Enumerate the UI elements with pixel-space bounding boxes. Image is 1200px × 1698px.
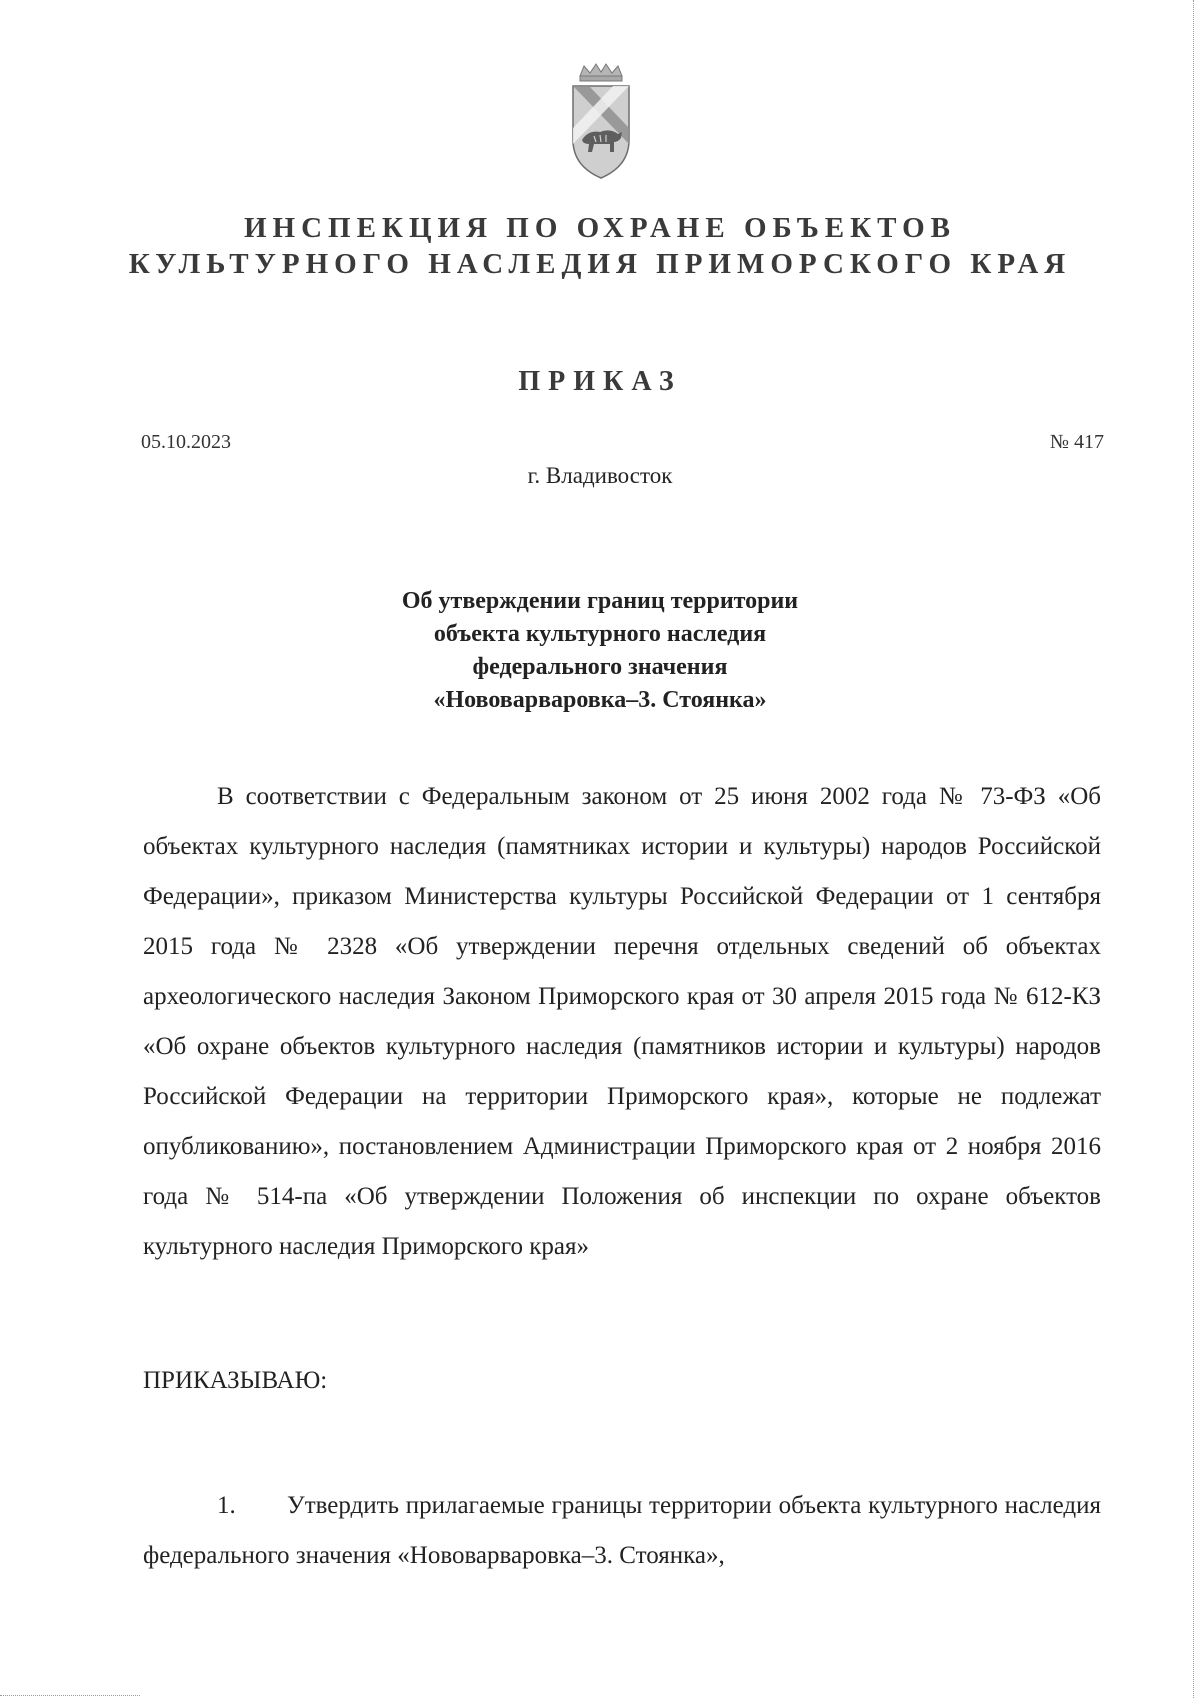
item-text: Утвердить прилагаемые границы территории объекта культурного наследия федерального значения «Нововарваровка–3. Стоянка», (143, 1492, 1101, 1569)
document-title (0, 585, 1200, 717)
item-number: 1. (217, 1492, 236, 1519)
coat-of-arms-emblem (568, 62, 634, 182)
preamble-paragraph: В соответствии с Федеральным законом от 25 июня 2002 года № 73-ФЗ «Об объектах культурного наследия (памятниках истории и культуры) народов Российской Федерации», приказом Министерства культуры Российской Федерации от 1 сентября 2015 года № 2328 «Об утверждении перечня отдельных сведений об объектах археологического наследия Законом Приморского края от 30 апреля 2015 года № 612-КЗ «Об охране объектов культурного наследия (памятников истории и культуры) народов Российской Федерации на территории Приморского края», которые не подлежат опубликованию», постановлением Администрации Приморского края от 2 ноября 2016 года № 514-па «Об утверждении Положения об инспекции по охране объектов культурного наследия Приморского края» (143, 783, 1101, 1260)
title-line: объекта культурного наследия (433, 621, 767, 647)
document-city: г. Владивосток (527, 463, 673, 488)
title-line: Об утверждении границ территории (401, 588, 799, 614)
scan-edge-artifact (0, 1695, 140, 1696)
document-number: № 417 (1049, 431, 1104, 453)
agency-name-line1: ИНСПЕКЦИЯ ПО ОХРАНЕ ОБЪЕКТОВ (243, 212, 957, 244)
title-line: федерального значения (472, 654, 728, 680)
title-line: «Нововарваровка–3. Стоянка» (433, 687, 767, 713)
document-type: ПРИКАЗ (518, 366, 682, 397)
document-date: 05.10.2023 (141, 431, 231, 453)
agency-name-line2: КУЛЬТУРНОГО НАСЛЕДИЯ ПРИМОРСКОГО КРАЯ (128, 248, 1072, 280)
order-item-1 (143, 1481, 1101, 1581)
order-heading: ПРИКАЗЫВАЮ: (143, 1367, 328, 1394)
